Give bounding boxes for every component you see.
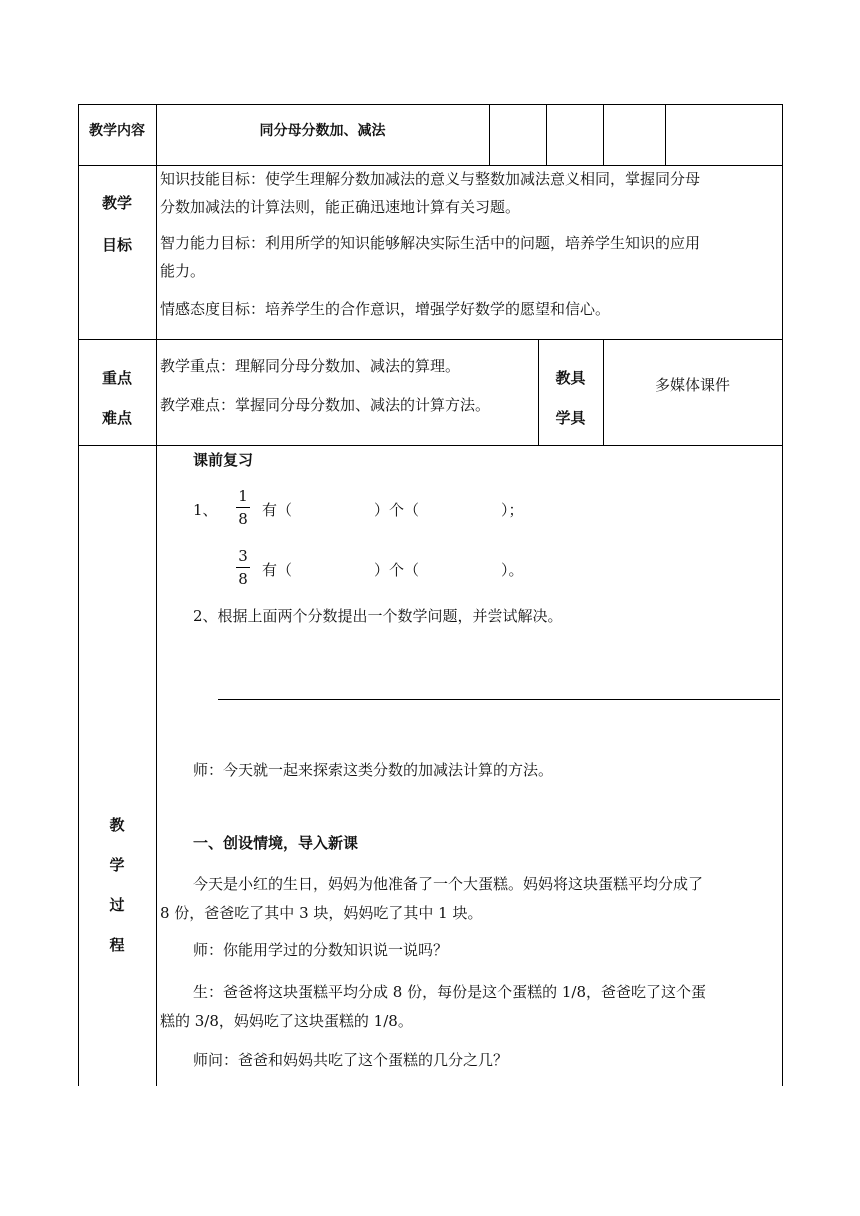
column-divider	[489, 104, 490, 165]
count-label: ）个（	[374, 501, 420, 519]
has-label: 有（	[262, 561, 293, 579]
fraction-bar	[236, 507, 250, 508]
table-border-top	[78, 104, 783, 105]
has-label: 有（	[262, 501, 293, 519]
story-text-cont: 8 份，爸爸吃了其中 3 块，妈妈吃了其中 1 块。	[160, 904, 483, 922]
count-label: ）个（	[374, 561, 420, 579]
table-border-right	[782, 104, 783, 1086]
row-divider	[78, 165, 783, 166]
fraction-bar	[236, 567, 250, 568]
teacher-question: 师：你能用学过的分数知识说一说吗？	[193, 941, 449, 959]
tools-value: 多媒体课件	[654, 376, 730, 394]
tools-label-2: 学具	[555, 409, 586, 427]
keypoints-label-1: 重点	[101, 369, 132, 387]
question-1-number: 1、	[193, 501, 218, 519]
objective-attitude: 情感态度目标：培养学生的合作意识，增强学好数学的愿望和信心。	[160, 300, 611, 318]
row-divider	[78, 445, 783, 446]
teacher-intro: 师：今天就一起来探索这类分数的加减法计算的方法。	[193, 761, 554, 779]
question-2: 2、根据上面两个分数提出一个数学问题，并尝试解决。	[193, 607, 563, 625]
objective-knowledge: 知识技能目标：使学生理解分数加减法的意义与整数加减法意义相同，掌握同分母	[160, 170, 701, 188]
line-end: ）；	[501, 501, 524, 519]
student-answer: 生：爸爸将这块蛋糕平均分成 8 份，每份是这个蛋糕的 1/8，爸爸吃了这个蛋	[193, 983, 706, 1001]
objective-ability: 智力能力目标：利用所学的知识能够解决实际生活中的问题，培养学生知识的应用	[160, 234, 701, 252]
row-divider	[78, 339, 783, 340]
section-heading: 一、创设情境，导入新课	[193, 834, 359, 852]
process-label-1: 教	[109, 816, 125, 834]
teaching-difficulty: 教学难点：掌握同分母分数加、减法的计算方法。	[160, 396, 491, 414]
fraction-numerator: 3	[238, 547, 248, 565]
objectives-label-1: 教学	[101, 194, 132, 212]
column-divider	[156, 104, 157, 1086]
objectives-label-2: 目标	[101, 236, 132, 254]
process-label-2: 学	[109, 856, 125, 874]
keypoints-label-2: 难点	[101, 409, 132, 427]
column-divider	[538, 339, 539, 445]
tools-label-1: 教具	[555, 369, 586, 387]
answer-line	[218, 699, 780, 700]
teacher-followup: 师问：爸爸和妈妈共吃了这个蛋糕的几分之几？	[193, 1051, 509, 1069]
lesson-topic: 同分母分数加、减法	[259, 123, 386, 139]
fraction-denominator: 8	[238, 570, 248, 588]
content-label: 教学内容	[89, 123, 145, 139]
column-divider	[603, 104, 604, 165]
fraction-denominator: 8	[238, 510, 248, 528]
process-label-4: 程	[109, 936, 125, 954]
objective-ability-cont: 能力。	[160, 262, 206, 280]
review-title: 课前复习	[193, 451, 254, 469]
process-label-3: 过	[109, 896, 125, 914]
fraction-numerator: 1	[238, 487, 248, 505]
column-divider	[546, 104, 547, 165]
column-divider	[665, 104, 666, 165]
fraction-three-eighths	[236, 549, 250, 587]
student-answer-cont: 糕的 3/8，妈妈吃了这块蛋糕的 1/8。	[160, 1012, 413, 1030]
fraction-one-eighth	[236, 489, 250, 527]
line-end: ）。	[501, 561, 524, 579]
teaching-focus: 教学重点：理解同分母分数加、减法的算理。	[160, 357, 461, 375]
objective-knowledge-cont: 分数加减法的计算法则，能正确迅速地计算有关习题。	[160, 198, 521, 216]
story-text: 今天是小红的生日，妈妈为他准备了一个大蛋糕。妈妈将这块蛋糕平均分成了	[193, 875, 704, 893]
